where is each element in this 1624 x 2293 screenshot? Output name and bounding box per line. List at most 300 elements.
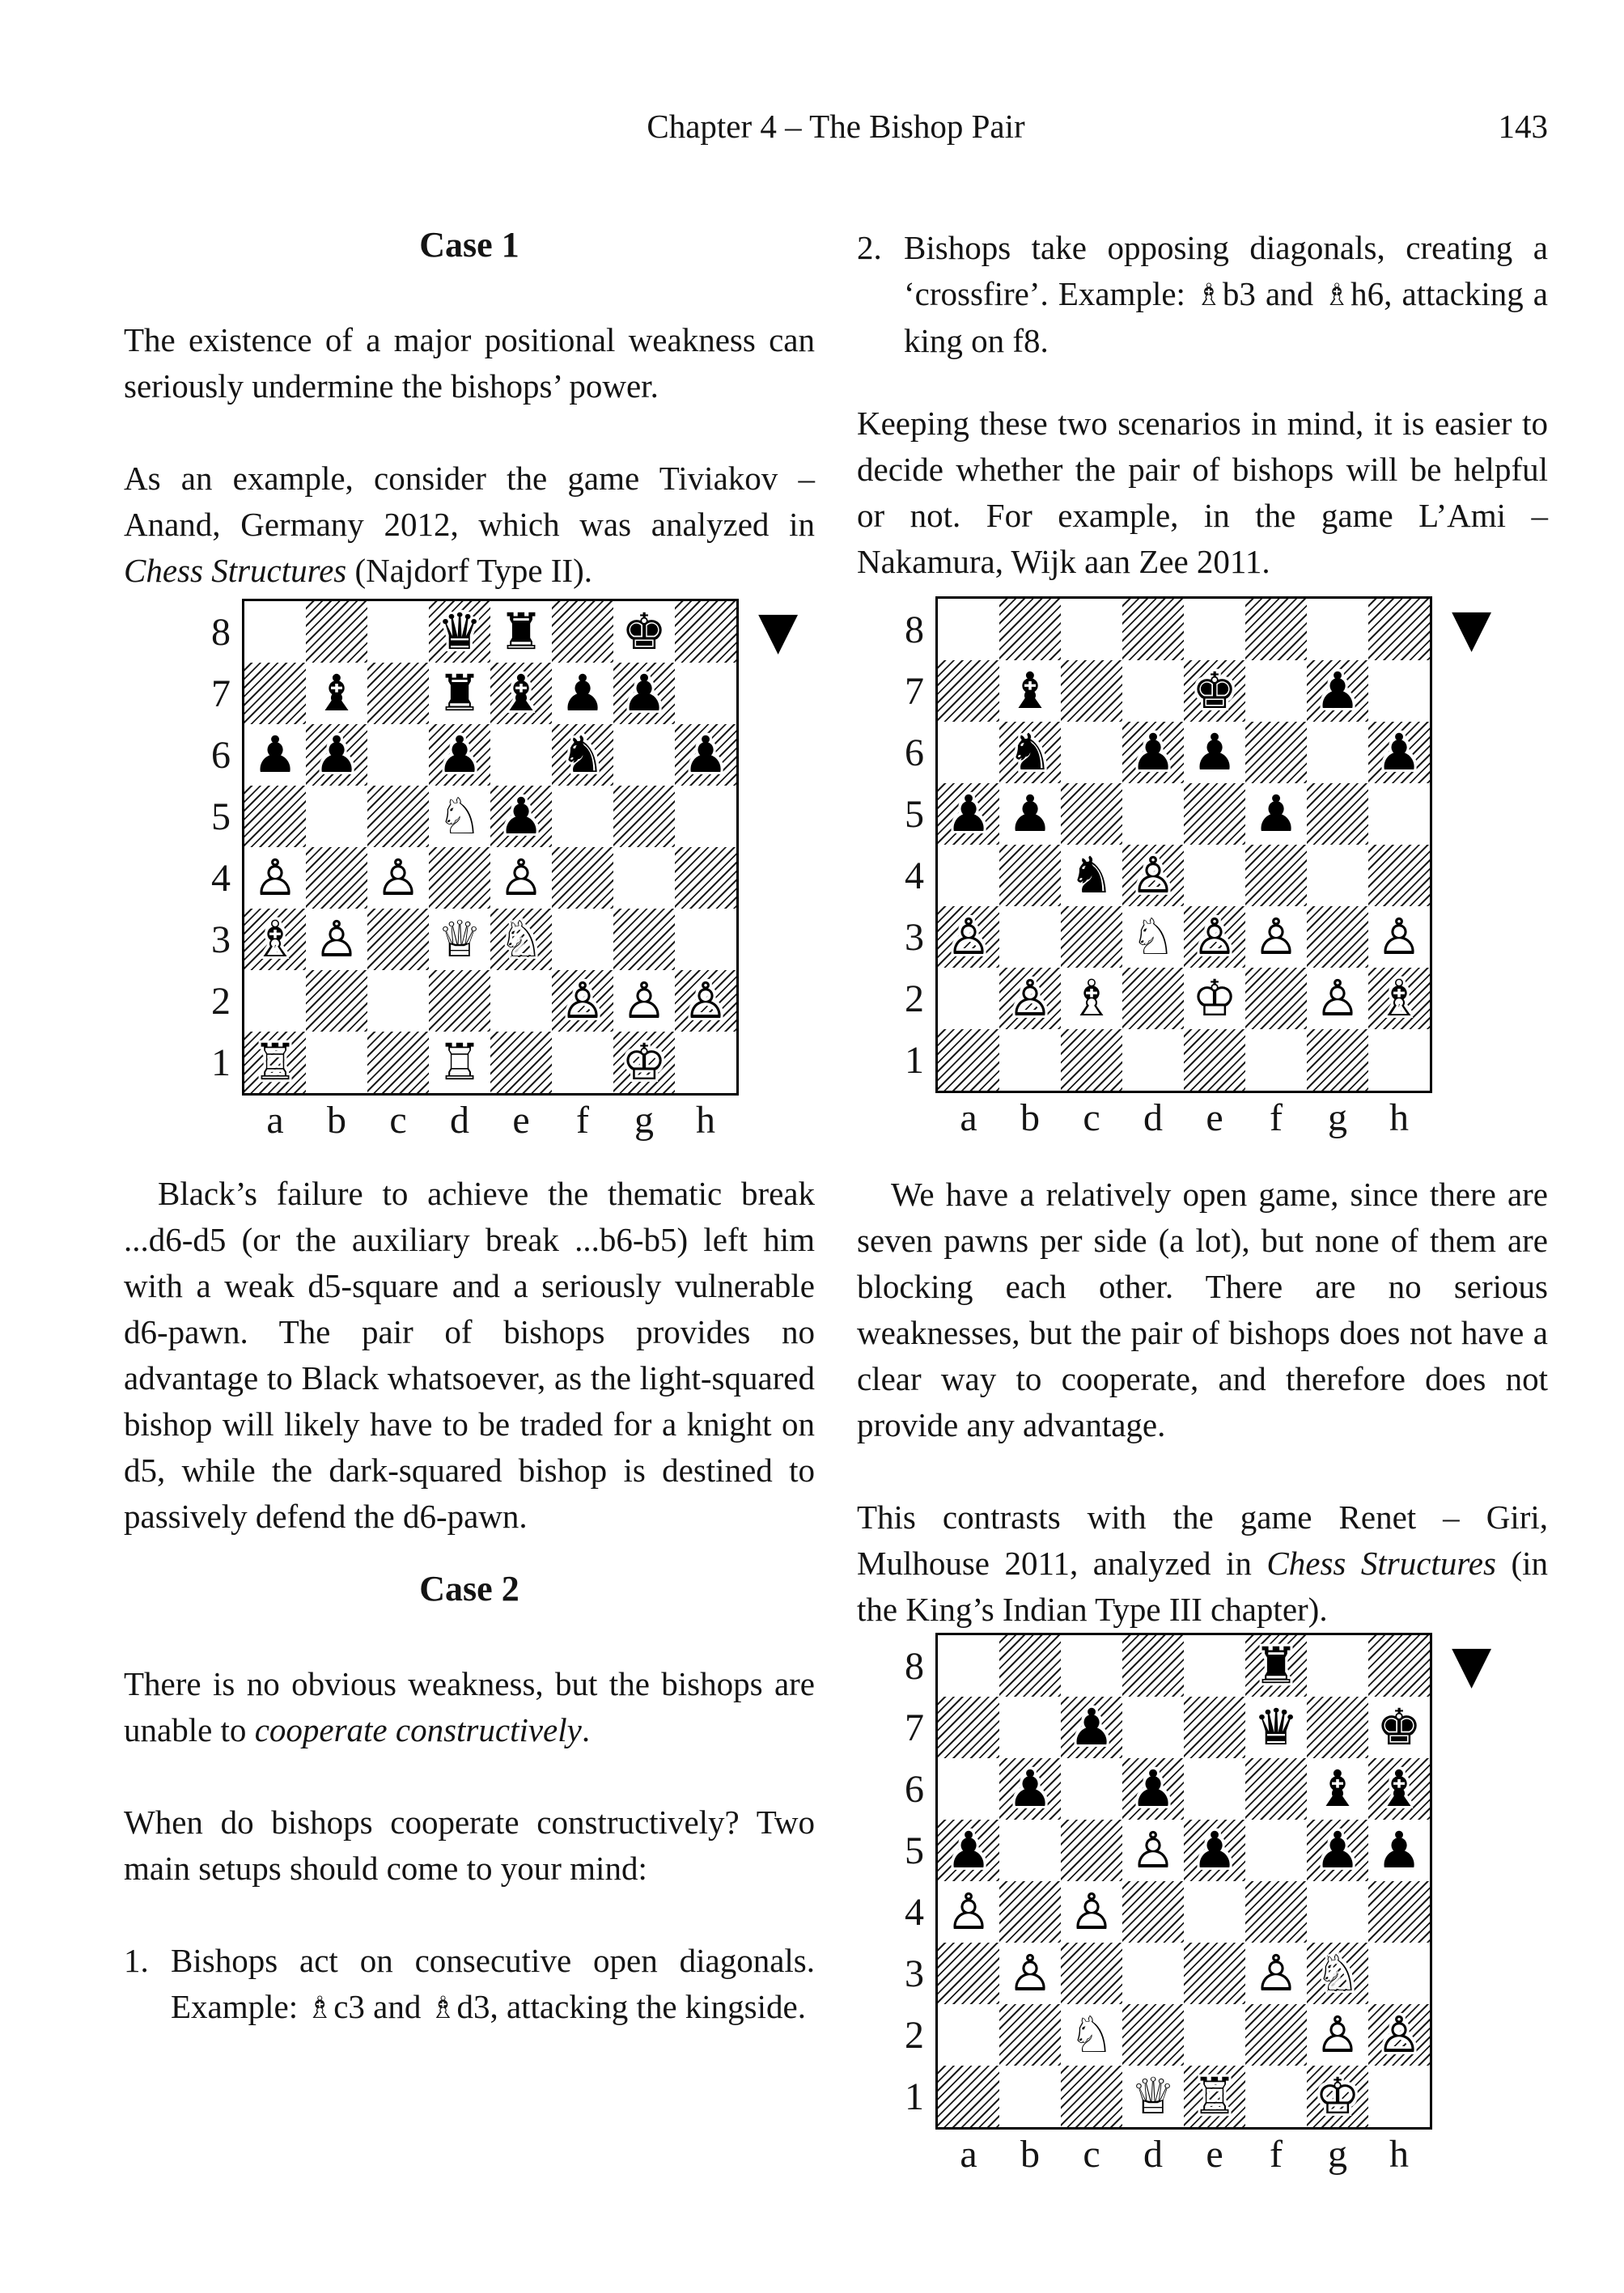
chess-piece-bp-b6: ♟ [314, 725, 359, 784]
square-d1 [429, 1032, 490, 1093]
chess-piece-wp-a4: ♙ [252, 848, 298, 907]
rank-label: 8 [905, 608, 924, 651]
chess-piece-bp-b6: ♟ [1007, 1759, 1053, 1818]
square-a1 [938, 2066, 999, 2127]
square-h2 [1368, 2004, 1430, 2066]
chess-piece-bp-a5: ♟ [946, 1820, 991, 1880]
square-g1 [1307, 1029, 1368, 1091]
chess-piece-wp-d5: ♙ [1130, 1820, 1176, 1880]
white-bishop-figurine-icon: ♗ [429, 1990, 457, 2025]
square-a4 [938, 845, 999, 906]
square-h5 [1368, 1820, 1430, 1881]
chess-piece-wr-a1: ♖ [252, 1032, 298, 1091]
square-b5 [999, 783, 1061, 845]
chess-piece-wp-h2: ♙ [683, 971, 728, 1030]
chess-piece-wp-e3: ♙ [1192, 907, 1237, 966]
chess-piece-bp-h6: ♟ [683, 725, 728, 784]
rank-labels [201, 599, 242, 1096]
square-a6 [938, 722, 999, 783]
book-title-italic: Chess Structures [124, 552, 347, 589]
square-h3 [1368, 906, 1430, 968]
square-e7 [1184, 660, 1245, 722]
file-label: a [960, 2133, 977, 2176]
chess-piece-bk-g8: ♚ [621, 602, 667, 661]
chess-piece-bp-b5: ♟ [1007, 784, 1053, 843]
rank-label: 6 [905, 731, 924, 774]
rank-label: 6 [211, 733, 231, 777]
chess-piece-wp-f3: ♙ [1253, 1943, 1299, 2003]
square-a7 [938, 660, 999, 722]
chess-piece-bn-b6: ♞ [1007, 723, 1053, 782]
square-c8 [367, 601, 429, 663]
case-1-heading: Case 1 [419, 225, 519, 265]
file-label: f [1270, 1096, 1283, 1139]
text-segment: Bishops act on consecutive open diagonals. Example: [171, 1942, 815, 2025]
square-e8 [490, 601, 552, 663]
chess-piece-bp-e5: ♟ [498, 786, 544, 846]
white-bishop-figurine-icon: ♗ [306, 1990, 334, 2025]
square-e3 [1184, 1943, 1245, 2004]
square-e5 [1184, 783, 1245, 845]
square-b6 [306, 724, 367, 786]
rank-label: 7 [905, 1706, 924, 1749]
spacer [201, 1096, 242, 1142]
square-a3 [244, 909, 306, 970]
file-label: h [1389, 2133, 1409, 2176]
file-label: e [512, 1099, 530, 1142]
chess-piece-bp-e5: ♟ [1192, 1820, 1237, 1880]
chess-piece-bb-b7: ♝ [1007, 661, 1053, 720]
square-d7 [429, 663, 490, 724]
chess-piece-bp-e6: ♟ [1192, 723, 1237, 782]
square-f6 [1245, 722, 1307, 783]
text-segment: As an example, consider the game Tiviakov – Anand, Germany 2012, which was analyzed in [124, 460, 815, 543]
chess-piece-bp-f7: ♟ [560, 663, 605, 723]
square-f1 [552, 1032, 613, 1093]
chess-piece-bp-f5: ♟ [1253, 784, 1299, 843]
text-segment: d3, attacking the kingside. [456, 1988, 806, 2025]
square-d4 [429, 847, 490, 909]
square-d4 [1122, 845, 1184, 906]
file-labels [242, 1096, 739, 1142]
square-h7 [1368, 1697, 1430, 1758]
chess-piece-bq-d8: ♛ [437, 602, 482, 661]
square-c3 [1061, 906, 1122, 968]
square-d3 [1122, 906, 1184, 968]
square-a7 [244, 663, 306, 724]
chess-piece-bb-e7: ♝ [498, 663, 544, 723]
rank-label: 4 [905, 854, 924, 897]
chess-diagram-lami-nakamura [895, 596, 1548, 1140]
square-b4 [999, 845, 1061, 906]
square-f8 [1245, 1635, 1307, 1697]
square-g4 [1307, 1881, 1368, 1943]
chess-piece-wp-g2: ♙ [1315, 2005, 1360, 2064]
square-g8 [613, 601, 675, 663]
square-a4 [938, 1881, 999, 1943]
chess-piece-wp-b3: ♙ [314, 909, 359, 968]
square-h8 [1368, 599, 1430, 660]
square-e5 [1184, 1820, 1245, 1881]
square-d5 [1122, 783, 1184, 845]
square-h8 [1368, 1635, 1430, 1697]
square-c6 [1061, 722, 1122, 783]
list-item-2 [857, 225, 1548, 364]
square-g2 [1307, 968, 1368, 1029]
square-e4 [1184, 1881, 1245, 1943]
chess-piece-wb-a3: ♗ [252, 909, 298, 968]
text-segment: h6, attacking a king on f8. [904, 275, 1549, 359]
rank-label: 8 [905, 1644, 924, 1688]
black-to-move-marker-icon: ▼ [758, 601, 799, 661]
rank-label: 6 [905, 1767, 924, 1811]
square-a2 [244, 970, 306, 1032]
square-f4 [1245, 845, 1307, 906]
square-a3 [938, 906, 999, 968]
chess-board [935, 1633, 1432, 2130]
chess-diagram-tiviakov-anand [201, 599, 815, 1142]
file-label: e [1206, 1096, 1223, 1139]
rank-label: 5 [211, 795, 231, 838]
square-b1 [999, 1029, 1061, 1091]
square-f5 [552, 786, 613, 847]
square-b3 [306, 909, 367, 970]
chess-piece-wk-e2: ♔ [1192, 968, 1237, 1028]
square-b6 [999, 1758, 1061, 1820]
square-h1 [675, 1032, 736, 1093]
square-h4 [675, 847, 736, 909]
square-e1 [1184, 2066, 1245, 2127]
paragraph-contrasts-renet-giri [857, 1494, 1548, 1633]
file-label: g [1328, 1096, 1347, 1139]
file-label: g [1328, 2133, 1347, 2176]
square-e3 [1184, 906, 1245, 968]
square-c2 [1061, 2004, 1122, 2066]
square-b5 [306, 786, 367, 847]
square-f5 [1245, 1820, 1307, 1881]
chess-piece-bp-g7: ♟ [621, 663, 667, 723]
square-d3 [429, 909, 490, 970]
square-d1 [1122, 1029, 1184, 1091]
square-f2 [552, 970, 613, 1032]
chess-piece-wp-f3: ♙ [1253, 907, 1299, 966]
square-c1 [367, 1032, 429, 1093]
square-h8 [675, 601, 736, 663]
square-d5 [1122, 1820, 1184, 1881]
square-g4 [1307, 845, 1368, 906]
square-e2 [1184, 2004, 1245, 2066]
file-label: a [960, 1096, 977, 1139]
square-f6 [552, 724, 613, 786]
square-c7 [1061, 1697, 1122, 1758]
square-e3 [490, 909, 552, 970]
rank-label: 3 [905, 1952, 924, 1995]
case-2-heading: Case 2 [419, 1569, 519, 1608]
square-b3 [999, 1943, 1061, 2004]
text-segment: This contrasts with the game Renet – Giri, Mulhouse 2011, analyzed in [857, 1498, 1548, 1582]
chess-piece-bp-c7: ♟ [1069, 1697, 1114, 1757]
square-b8 [999, 1635, 1061, 1697]
paragraph-black-failure: Black’s failure to achieve the thematic break ...d6-d5 (or the auxiliary break ...b6-b5) left him with a weak d5-square and a seriously vulnerable d6-pawn. The pair of bishops provides no advantage to Black whatsoever, as the light-squared bishop will likely have to be traded for a knight on d5, while the dark-squared bishop is destined to passively defend the d6-pawn. [124, 1175, 815, 1535]
file-label: g [634, 1099, 654, 1142]
square-g5 [1307, 1820, 1368, 1881]
square-c4 [367, 847, 429, 909]
square-d2 [429, 970, 490, 1032]
square-h4 [1368, 1881, 1430, 1943]
square-h1 [1368, 2066, 1430, 2127]
file-label: h [696, 1099, 715, 1142]
square-g4 [613, 847, 675, 909]
page-number: 143 [1498, 108, 1548, 145]
square-h1 [1368, 1029, 1430, 1091]
square-d6 [429, 724, 490, 786]
rank-label: 3 [905, 915, 924, 959]
chess-piece-bb-g6: ♝ [1315, 1759, 1360, 1818]
file-label: d [450, 1099, 469, 1142]
square-f7 [1245, 660, 1307, 722]
square-a4 [244, 847, 306, 909]
square-a2 [938, 2004, 999, 2066]
spacer [1432, 1093, 1505, 1140]
file-label: b [327, 1099, 346, 1142]
square-g3 [1307, 1943, 1368, 2004]
square-e4 [490, 847, 552, 909]
square-d2 [1122, 2004, 1184, 2066]
square-e4 [1184, 845, 1245, 906]
square-g1 [1307, 2066, 1368, 2127]
chess-piece-wp-c4: ♙ [1069, 1882, 1114, 1941]
list-item-1 [124, 1938, 815, 2031]
rank-label: 5 [905, 792, 924, 836]
chess-piece-wn-e3: ♘ [498, 909, 544, 968]
square-c3 [367, 909, 429, 970]
chess-piece-bp-a5: ♟ [946, 784, 991, 843]
square-g7 [1307, 1697, 1368, 1758]
square-e8 [1184, 1635, 1245, 1697]
rank-label: 2 [905, 977, 924, 1020]
square-d6 [1122, 1758, 1184, 1820]
chess-piece-br-e8: ♜ [498, 602, 544, 661]
square-h7 [675, 663, 736, 724]
square-b7 [999, 1697, 1061, 1758]
square-g5 [1307, 783, 1368, 845]
square-b6 [999, 722, 1061, 783]
square-e1 [1184, 1029, 1245, 1091]
square-c7 [1061, 660, 1122, 722]
black-to-move-marker-icon: ▼ [1452, 1635, 1492, 1695]
square-e5 [490, 786, 552, 847]
chess-piece-bp-d6: ♟ [1130, 723, 1176, 782]
rank-label: 2 [905, 2013, 924, 2057]
chess-piece-bn-c4: ♞ [1069, 846, 1114, 905]
chess-piece-wk-g1: ♔ [621, 1032, 667, 1091]
square-b2 [306, 970, 367, 1032]
file-label: c [389, 1099, 407, 1142]
chess-piece-wr-e1: ♖ [1192, 2066, 1237, 2126]
to-move-marker-area [1432, 1633, 1505, 2130]
emphasis-italic: cooperate constructively [254, 1711, 582, 1748]
file-label: d [1143, 2133, 1163, 2176]
file-label: c [1083, 1096, 1100, 1139]
square-h6 [1368, 722, 1430, 783]
square-b3 [999, 906, 1061, 968]
chess-piece-wp-c4: ♙ [375, 848, 421, 907]
rank-label: 4 [211, 856, 231, 900]
file-label: c [1083, 2133, 1100, 2176]
square-h3 [675, 909, 736, 970]
square-h7 [1368, 660, 1430, 722]
black-to-move-marker-icon: ▼ [1452, 599, 1492, 659]
chess-piece-wp-b3: ♙ [1007, 1943, 1053, 2003]
rank-label: 3 [211, 918, 231, 961]
square-c4 [1061, 1881, 1122, 1943]
square-b7 [306, 663, 367, 724]
chess-piece-br-f8: ♜ [1253, 1636, 1299, 1695]
square-c8 [1061, 1635, 1122, 1697]
square-a1 [244, 1032, 306, 1093]
square-a2 [938, 968, 999, 1029]
chess-piece-bp-h5: ♟ [1376, 1820, 1422, 1880]
chess-piece-bb-h6: ♝ [1376, 1759, 1422, 1818]
rank-label: 7 [211, 672, 231, 715]
square-b8 [306, 601, 367, 663]
file-labels [935, 1093, 1432, 1140]
file-label: e [1206, 2133, 1223, 2176]
square-d4 [1122, 1881, 1184, 1943]
chess-piece-wp-b2: ♙ [1007, 968, 1053, 1028]
file-label: f [1270, 2133, 1283, 2176]
square-f8 [552, 601, 613, 663]
square-c6 [367, 724, 429, 786]
white-bishop-figurine-icon: ♗ [1323, 277, 1351, 312]
rank-label: 4 [905, 1890, 924, 1934]
square-a5 [938, 1820, 999, 1881]
paragraph-when-cooperate: When do bishops cooperate constructively? Two main setups should come to your mind: [124, 1803, 815, 1887]
chess-board [242, 599, 739, 1096]
spacer [739, 1096, 812, 1142]
chess-piece-wn-g3: ♘ [1315, 1943, 1360, 2003]
square-b1 [999, 2066, 1061, 2127]
paragraph-no-weakness [124, 1661, 815, 1753]
square-g3 [1307, 906, 1368, 968]
square-c7 [367, 663, 429, 724]
square-f4 [1245, 1881, 1307, 1943]
chess-piece-wn-c2: ♘ [1069, 2005, 1114, 2064]
square-a5 [244, 786, 306, 847]
square-b4 [306, 847, 367, 909]
chess-piece-wn-d3: ♘ [1130, 907, 1176, 966]
square-a6 [244, 724, 306, 786]
chess-piece-bb-b7: ♝ [314, 663, 359, 723]
square-h6 [1368, 1758, 1430, 1820]
file-label: d [1143, 1096, 1163, 1139]
chess-diagram-renet-giri [895, 1633, 1548, 2176]
chess-piece-wb-c2: ♗ [1069, 968, 1114, 1028]
square-a1 [938, 1029, 999, 1091]
chess-piece-wp-d4: ♙ [1130, 846, 1176, 905]
square-d6 [1122, 722, 1184, 783]
white-bishop-figurine-icon: ♗ [1195, 277, 1223, 312]
square-f8 [1245, 599, 1307, 660]
square-b7 [999, 660, 1061, 722]
square-g5 [613, 786, 675, 847]
square-f2 [1245, 968, 1307, 1029]
rank-label: 5 [905, 1829, 924, 1872]
square-e7 [490, 663, 552, 724]
square-a6 [938, 1758, 999, 1820]
square-d8 [1122, 599, 1184, 660]
chess-piece-wp-g2: ♙ [621, 971, 667, 1030]
rank-label: 8 [211, 610, 231, 654]
square-g8 [1307, 599, 1368, 660]
square-f3 [552, 909, 613, 970]
square-b2 [999, 2004, 1061, 2066]
square-e2 [1184, 968, 1245, 1029]
square-g8 [1307, 1635, 1368, 1697]
square-b4 [999, 1881, 1061, 1943]
square-a3 [938, 1943, 999, 2004]
square-d8 [429, 601, 490, 663]
square-g2 [1307, 2004, 1368, 2066]
square-h4 [1368, 845, 1430, 906]
square-c8 [1061, 599, 1122, 660]
square-e1 [490, 1032, 552, 1093]
square-b8 [999, 599, 1061, 660]
square-c2 [1061, 968, 1122, 1029]
chess-piece-bn-f6: ♞ [560, 725, 605, 784]
page-header [124, 105, 1548, 154]
square-g7 [1307, 660, 1368, 722]
square-c5 [367, 786, 429, 847]
chess-piece-br-d7: ♜ [437, 663, 482, 723]
text-segment: . [581, 1711, 591, 1748]
square-c4 [1061, 845, 1122, 906]
square-d7 [1122, 1697, 1184, 1758]
square-b2 [999, 968, 1061, 1029]
spacer [895, 2130, 935, 2176]
chess-piece-wr-d1: ♖ [437, 1032, 482, 1091]
spacer [895, 1093, 935, 1140]
square-f6 [1245, 1758, 1307, 1820]
square-d8 [1122, 1635, 1184, 1697]
chess-piece-wp-a3: ♙ [946, 907, 991, 966]
square-e6 [490, 724, 552, 786]
paragraph-positional-weakness: The existence of a major positional weakness can seriously undermine the bishops’ power. [124, 321, 815, 405]
square-g7 [613, 663, 675, 724]
chess-piece-wp-f2: ♙ [560, 971, 605, 1030]
square-g6 [1307, 1758, 1368, 1820]
chess-piece-wk-g1: ♔ [1315, 2066, 1360, 2126]
square-a5 [938, 783, 999, 845]
chess-piece-bp-d6: ♟ [1130, 1759, 1176, 1818]
list-number: 1. [124, 1942, 149, 1979]
square-h5 [675, 786, 736, 847]
text-segment: c3 and [333, 1988, 430, 2025]
chess-piece-bp-d6: ♟ [437, 725, 482, 784]
square-a8 [938, 599, 999, 660]
text-segment: b3 and [1222, 275, 1324, 312]
square-h2 [1368, 968, 1430, 1029]
square-f7 [1245, 1697, 1307, 1758]
paragraph-example-tiviakov [124, 456, 815, 594]
square-f5 [1245, 783, 1307, 845]
chess-piece-wp-h3: ♙ [1376, 907, 1422, 966]
square-f3 [1245, 1943, 1307, 2004]
rank-label: 1 [211, 1041, 231, 1084]
square-c2 [367, 970, 429, 1032]
text-segment: (Najdorf Type II). [346, 552, 592, 589]
right-column [857, 218, 1548, 2176]
